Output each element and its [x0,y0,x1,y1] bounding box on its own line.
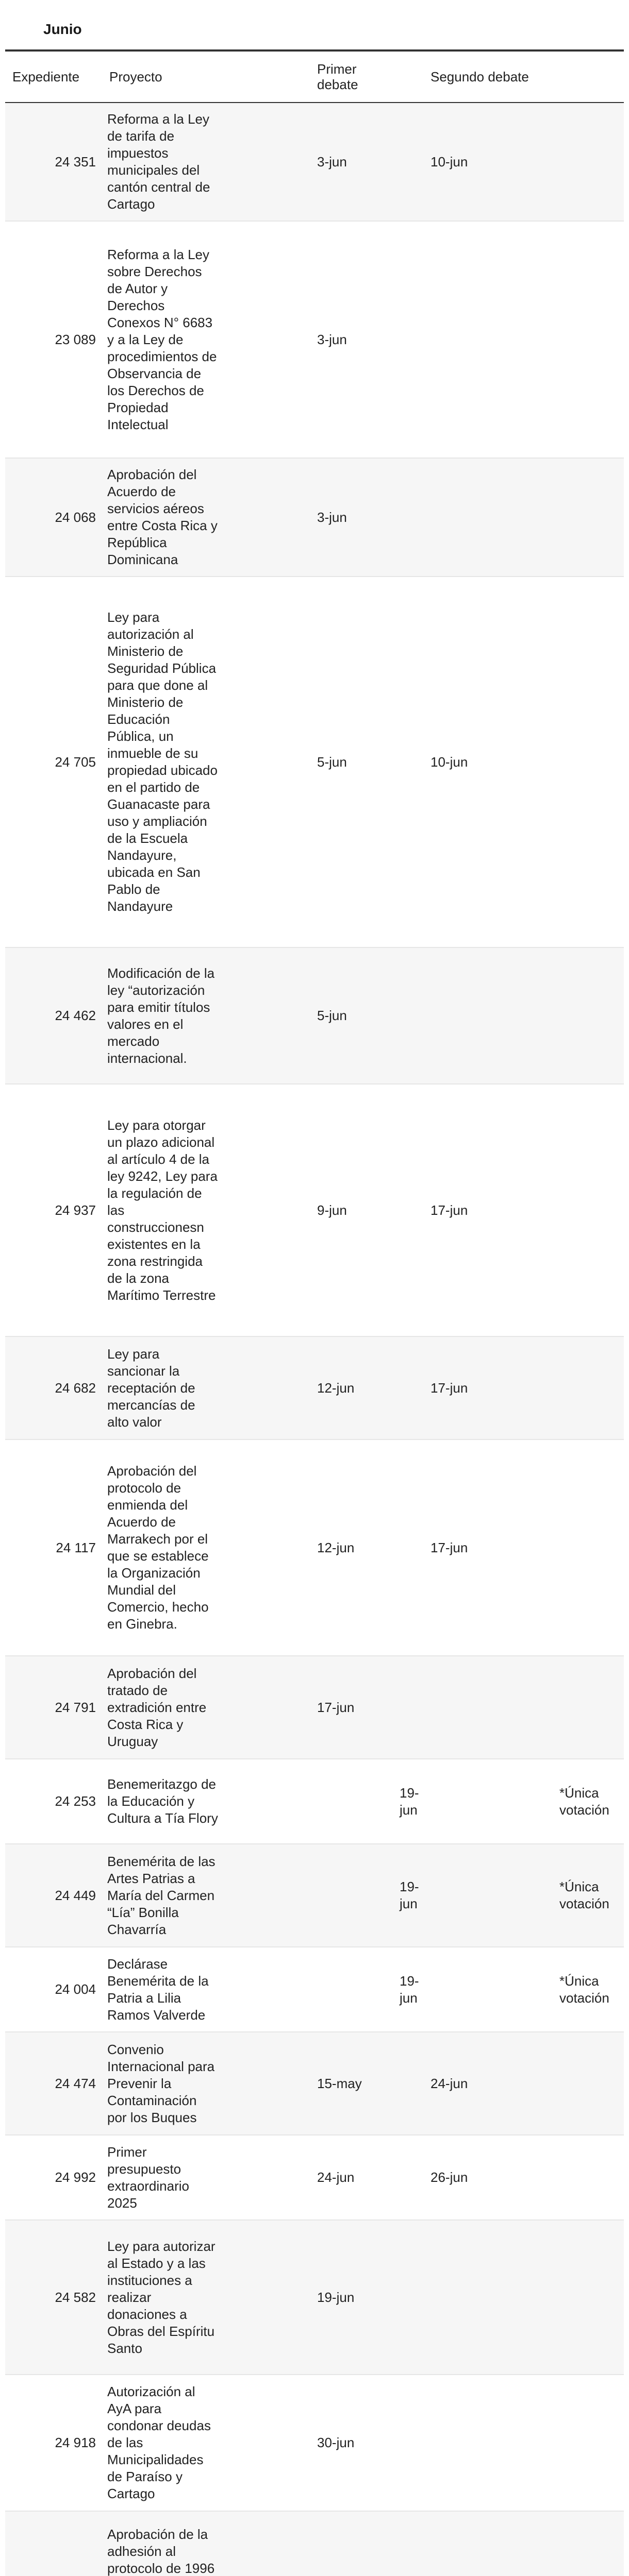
primer-debate-cell: 12-jun [317,1539,355,1555]
table-row [5,2375,624,2512]
expediente-cell: 24 449 [55,1887,96,1903]
proyecto-cell: Autorización al AyA para condonar deudas de las Municipalidades de Paraíso y Cartago [107,2384,211,2501]
table-row [5,1759,624,1844]
unica-fecha-cell: 19-jun [400,1785,419,1818]
nota-cell: *Única votación [559,1785,609,1818]
proyecto-cell: Ley para sancionar la receptación de mercancías de alto valor [107,1346,195,1430]
expediente-cell: 24 351 [55,154,96,170]
expediente-cell: 23 089 [55,331,96,347]
table-row [5,2512,624,2576]
proyecto-cell: Primer presupuesto extraordinario 2025 [107,2144,189,2211]
expediente-cell: 24 682 [55,1380,96,1396]
proyecto-cell: Aprobación del tratado de extradición entre Costa Rica y Uruguay [107,1665,207,1749]
primer-debate-cell: 12-jun [317,1380,355,1396]
proyecto-cell: Declárase Benemérita de la Patria a Lilia Ramos Valverde [107,1956,209,2023]
expediente-cell: 24 117 [56,1539,96,1555]
table-row [5,2032,624,2136]
legislative-table [5,49,624,2576]
table-row [5,1337,624,1440]
proyecto-cell: Convenio Internacional para Prevenir la Contaminación por los Buques [107,2041,215,2125]
expediente-cell: 24 705 [55,754,96,770]
header-segundo-debate[interactable]: Segundo debate [431,69,529,84]
proyecto-cell: Ley para autorizar al Estado y a las instituciones a realizar donaciones a Obras del Espíritu Santo [107,2238,216,2356]
primer-debate-cell: 19-jun [317,2289,355,2305]
primer-debate-cell: 30-jun [317,2435,355,2450]
segundo-debate-cell: 26-jun [431,2170,468,2185]
primer-debate-cell: 24-jun [317,2170,355,2185]
table-title: Junio [43,21,82,37]
primer-debate-cell: 9-jun [317,1202,347,1218]
page [5,0,624,2576]
expediente-cell: 24 474 [55,2075,96,2091]
unica-fecha-cell: 19-jun [400,1973,419,2006]
proyecto-cell: Ley para autorización al Ministerio de Seguridad Pública para que done al Ministerio de Educación Pública, un inmueble de su propiedad ubicado en el partido de Guanacaste para uso y ampliación de la Escuela Nandayure, ubicada en San Pablo de Nandayure [107,609,218,914]
proyecto-cell: Aprobación de la adhesión al protocolo de 1996 [107,2526,215,2576]
primer-debate-cell: 5-jun [317,1008,347,1023]
expediente-cell: 24 462 [55,1008,96,1023]
expediente-cell: 24 004 [55,1981,96,1997]
table-row [5,2136,624,2221]
primer-debate-cell: 17-jun [317,1699,355,1715]
primer-debate-cell: 5-jun [317,754,347,770]
proyecto-cell: Benemeritazgo de la Educación y Cultura a Tía Flory [107,1776,218,1826]
expediente-cell: 24 791 [55,1699,96,1715]
segundo-debate-cell: 17-jun [431,1202,468,1218]
nota-cell: *Única votación [559,1879,609,1911]
unica-fecha-cell: 19-jun [400,1879,419,1911]
proyecto-cell: Ley para otorgar un plazo adicional al artículo 4 de la ley 9242, Ley para la regulación de las construccionesn existentes en la zona restringida de la zona Marítimo Terrestre [107,1117,218,1303]
table-row [5,2221,624,2375]
primer-debate-cell: 3-jun [317,331,347,347]
proyecto-cell: Modificación de la ley “autorización para emitir títulos valores en el mercado internacional. [107,965,215,1066]
segundo-debate-cell: 17-jun [431,1539,468,1555]
segundo-debate-cell: 17-jun [431,1380,468,1396]
expediente-cell: 24 582 [55,2289,96,2305]
table-row [5,103,624,222]
header-primer-debate[interactable]: Primer debate [317,61,358,92]
expediente-cell: 24 992 [55,2170,96,2185]
proyecto-cell: Reforma a la Ley de tarifa de impuestos municipales del cantón central de Cartago [107,111,210,212]
proyecto-cell: Benemérita de las Artes Patrias a María del Carmen “Lía” Bonilla Chavarría [107,1853,216,1937]
header-expediente[interactable]: Expediente [12,69,80,84]
primer-debate-cell: 15-may [317,2075,362,2091]
header-proyecto[interactable]: Proyecto [109,69,162,84]
segundo-debate-cell: 24-jun [431,2075,468,2091]
segundo-debate-cell: 10-jun [431,154,468,170]
table-row [5,1440,624,1656]
primer-debate-cell: 3-jun [317,154,347,170]
table-row [5,222,624,459]
table-body [5,103,624,2576]
table-row [5,1084,624,1337]
proyecto-cell: Reforma a la Ley sobre Derechos de Autor y Derechos Conexos N° 6683 y a la Ley de procedimientos de Observancia de los Derechos de Propiedad Intelectual [107,246,217,432]
expediente-cell: 24 068 [55,509,96,525]
nota-cell: *Única votación [559,1973,609,2006]
proyecto-cell: Aprobación del protocolo de enmienda del Acuerdo de Marrakech por el que se establece la Organización Mundial del Comercio, hecho en Ginebra. [107,1463,209,1632]
expediente-cell: 24 918 [55,2435,96,2450]
proyecto-cell: Aprobación del Acuerdo de servicios aéreos entre Costa Rica y República Dominicana [107,467,218,567]
table-row [5,1844,624,1947]
expediente-cell: 24 937 [55,1202,96,1218]
expediente-cell: 24 253 [55,1793,96,1809]
table-header [5,52,624,103]
table-row [5,577,624,948]
table-row [5,1656,624,1759]
segundo-debate-cell: 10-jun [431,754,468,770]
table-row [5,459,624,577]
table-row [5,1947,624,2032]
primer-debate-cell: 3-jun [317,509,347,525]
table-row [5,948,624,1084]
